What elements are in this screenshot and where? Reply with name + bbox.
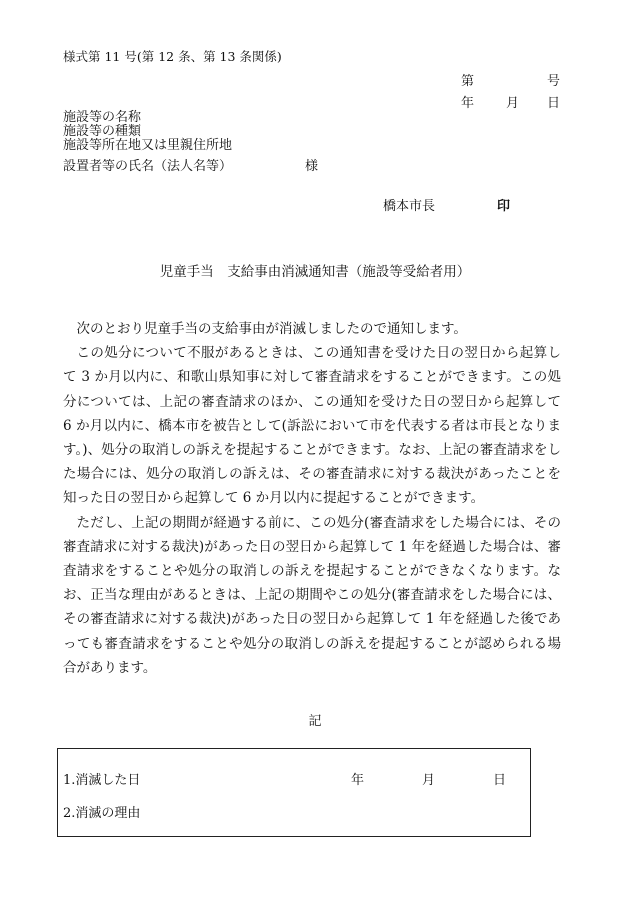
seal-mark: 印 <box>497 199 511 214</box>
document-title: 児童手当 支給事由消滅通知書（施設等受給者用） <box>159 264 471 280</box>
facility-type-label: 施設等の種類 <box>63 124 142 139</box>
issue-day: 日 <box>547 96 561 111</box>
body-paragraph-intro: 次のとおり児童手当の支給事由が消滅しましたので通知します。 <box>76 321 467 337</box>
form-number: 様式第 11 号(第 12 条、第 13 条関係) <box>63 49 282 64</box>
details-box <box>57 748 531 837</box>
issue-month: 月 <box>506 96 520 111</box>
facility-address-label: 施設等所在地又は里親住所地 <box>63 138 233 153</box>
issue-year: 年 <box>461 96 475 111</box>
extinction-date-label: 1.消滅した日 <box>63 773 141 788</box>
ki-heading: 記 <box>308 714 322 729</box>
number-prefix: 第 <box>461 74 475 89</box>
document-body <box>63 317 561 680</box>
extinction-month: 月 <box>422 773 436 788</box>
extinction-year: 年 <box>351 773 365 788</box>
extinction-day: 日 <box>493 773 507 788</box>
issuer-title: 橋本市長 <box>383 199 436 214</box>
extinction-reason-label: 2.消滅の理由 <box>63 806 141 821</box>
number-suffix: 号 <box>547 74 561 89</box>
operator-name-label: 設置者等の氏名（法人名等） <box>63 159 233 174</box>
body-paragraph-deadline: ただし、上記の期間が経過する前に、この処分(審査請求をした場合には、その審査請求に対する裁決)があった日の翌日から起算して 1 年を経過した場合は、審査請求をすることや処分の取消しの訴えを提起することができなくなります。なお、正当な理由があるときは、上記の期間やこの処分(審査請求をした場合には、その審査請求に対する裁決)があった日の翌日から起算して 1 年を経過した後であっても審査請求をすることや処分の取消しの訴えを提起することが認められる場合があります。 <box>63 514 561 676</box>
honorific: 様 <box>305 159 319 174</box>
body-paragraph-appeal: この処分について不服があるときは、この通知書を受けた日の翌日から起算して 3 か月以内に、和歌山県知事に対して審査請求をすることができます。この処分については、上記の審査請求のほか、この通知を受けた日の翌日から起算して 6 か月以内に、橋本市を被告として(訴訟において市を代表する者は市長となります。)、処分の取消しの訴えを提起することができます。なお、上記の審査請求をした場合には、処分の取消しの訴えは、その審査請求に対する裁決があったことを知った日の翌日から起算して 6 か月以内に提起することができます。 <box>63 345 561 507</box>
facility-name-label: 施設等の名称 <box>63 110 142 125</box>
